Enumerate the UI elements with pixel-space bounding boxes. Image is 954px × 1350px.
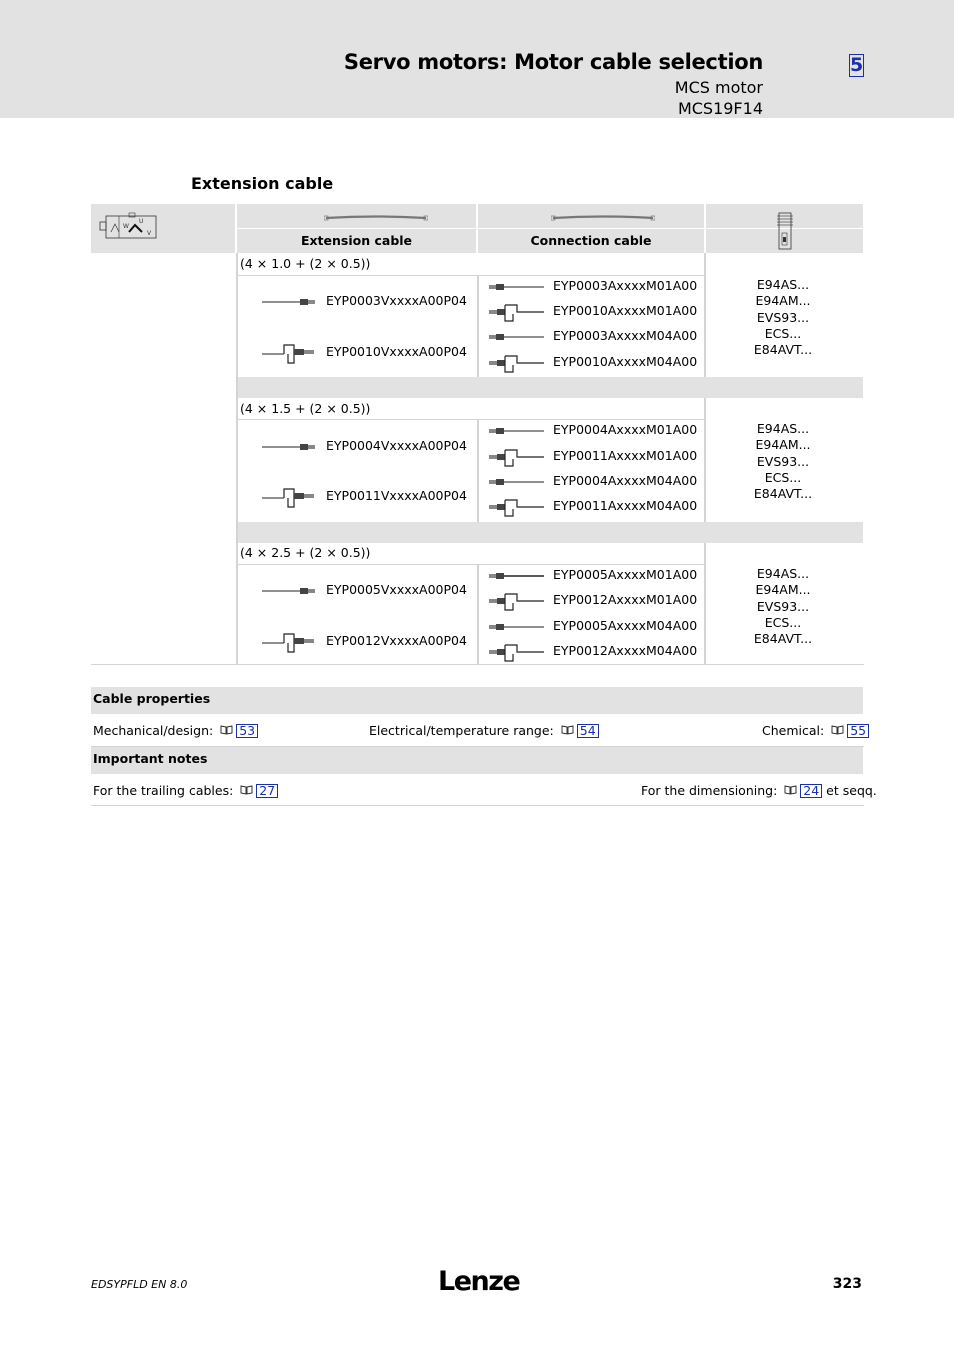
straight-socket-icon xyxy=(488,476,544,488)
angled-socket-icon xyxy=(488,445,544,469)
page-number: 323 xyxy=(832,1276,862,1292)
straight-plug-icon xyxy=(262,441,316,453)
straight-plug-icon xyxy=(262,585,316,597)
page-link-53[interactable]: 53 xyxy=(236,724,258,738)
document-id: EDSYPFLD EN 8.0 xyxy=(91,1278,188,1291)
part-number: EYP0003AxxxxM01A00 xyxy=(553,278,698,293)
svg-text:W: W xyxy=(123,223,129,230)
part-number: EYP0003VxxxxA00P04 xyxy=(326,293,467,308)
angled-plug-icon xyxy=(262,485,316,509)
straight-socket-icon xyxy=(488,425,544,437)
part-number: EYP0004AxxxxM01A00 xyxy=(553,422,698,437)
section-title: Extension cable xyxy=(191,174,334,193)
angled-socket-icon xyxy=(488,351,544,375)
cable-spec: (4 × 2.5 + (2 × 0.5)) xyxy=(240,545,371,560)
angled-plug-icon xyxy=(262,630,316,654)
controller-list: E94AS... E94AM... EVS93... ECS... E84AVT... xyxy=(753,421,813,502)
angled-socket-icon xyxy=(488,640,544,664)
part-number: EYP0012VxxxxA00P04 xyxy=(326,633,467,648)
part-number: EYP0011AxxxxM01A00 xyxy=(553,448,698,463)
part-number: EYP0010VxxxxA00P04 xyxy=(326,344,467,359)
part-number: EYP0012AxxxxM04A00 xyxy=(553,643,698,658)
straight-socket-icon xyxy=(488,281,544,293)
extension-cable-icon xyxy=(324,214,428,222)
cable-properties-heading: Cable properties xyxy=(93,691,211,706)
page-subtitle-motor: MCS motor xyxy=(674,78,763,97)
svg-text:V: V xyxy=(147,230,152,237)
part-number: EYP0005VxxxxA00P04 xyxy=(326,582,467,597)
part-number: EYP0004AxxxxM04A00 xyxy=(553,473,698,488)
electrical-temperature-ref: Electrical/temperature range: 54 xyxy=(369,723,599,738)
part-number: EYP0003AxxxxM04A00 xyxy=(553,328,698,343)
part-number: EYP0010AxxxxM04A00 xyxy=(553,354,698,369)
straight-socket-icon xyxy=(488,621,544,633)
connection-cable-icon xyxy=(551,214,655,222)
motor-icon xyxy=(99,212,157,240)
part-number: EYP0005AxxxxM04A00 xyxy=(553,618,698,633)
chapter-link[interactable]: 5 xyxy=(850,54,864,76)
straight-socket-icon xyxy=(488,570,544,582)
part-number: EYP0004VxxxxA00P04 xyxy=(326,438,467,453)
dimensioning-ref: For the dimensioning: 24 et seqq. xyxy=(641,783,877,798)
page-link-54[interactable]: 54 xyxy=(577,724,599,738)
group-separator-band xyxy=(237,377,863,398)
important-notes-heading: Important notes xyxy=(93,751,208,766)
mechanical-design-ref: Mechanical/design: 53 xyxy=(93,723,258,738)
part-number: EYP0010AxxxxM01A00 xyxy=(553,303,698,318)
page-link-24[interactable]: 24 xyxy=(800,784,822,798)
cable-spec: (4 × 1.0 + (2 × 0.5)) xyxy=(240,256,371,271)
angled-socket-icon xyxy=(488,300,544,324)
col-extension-cable: Extension cable xyxy=(300,233,413,248)
controller-list: E94AS... E94AM... EVS93... ECS... E84AVT... xyxy=(753,566,813,647)
book-icon xyxy=(784,783,797,798)
book-icon xyxy=(561,723,574,738)
page-title: Servo motors: Motor cable selection xyxy=(343,50,763,74)
controller-list: E94AS... E94AM... EVS93... ECS... E84AVT... xyxy=(753,277,813,358)
straight-socket-icon xyxy=(488,331,544,343)
angled-plug-icon xyxy=(262,341,316,365)
page-link-27[interactable]: 27 xyxy=(256,784,278,798)
part-number: EYP0011AxxxxM04A00 xyxy=(553,498,698,513)
part-number: EYP0012AxxxxM01A00 xyxy=(553,592,698,607)
part-number: EYP0005AxxxxM01A00 xyxy=(553,567,698,582)
lenze-logo: Lenze xyxy=(438,1266,520,1297)
controller-icon xyxy=(776,211,794,251)
book-icon xyxy=(831,723,844,738)
col-connection-cable: Connection cable xyxy=(530,233,652,248)
book-icon xyxy=(220,723,233,738)
trailing-cables-ref: For the trailing cables: 27 xyxy=(93,783,278,798)
group-separator-band xyxy=(237,522,863,543)
part-number: EYP0011VxxxxA00P04 xyxy=(326,488,467,503)
page-link-55[interactable]: 55 xyxy=(847,724,869,738)
book-icon xyxy=(240,783,253,798)
svg-text:U: U xyxy=(139,218,144,225)
angled-socket-icon xyxy=(488,589,544,613)
straight-plug-icon xyxy=(262,296,316,308)
page-subtitle-model: MCS19F14 xyxy=(677,99,763,118)
angled-socket-icon xyxy=(488,495,544,519)
chemical-ref: Chemical: 55 xyxy=(762,723,869,738)
cable-spec: (4 × 1.5 + (2 × 0.5)) xyxy=(240,401,371,416)
